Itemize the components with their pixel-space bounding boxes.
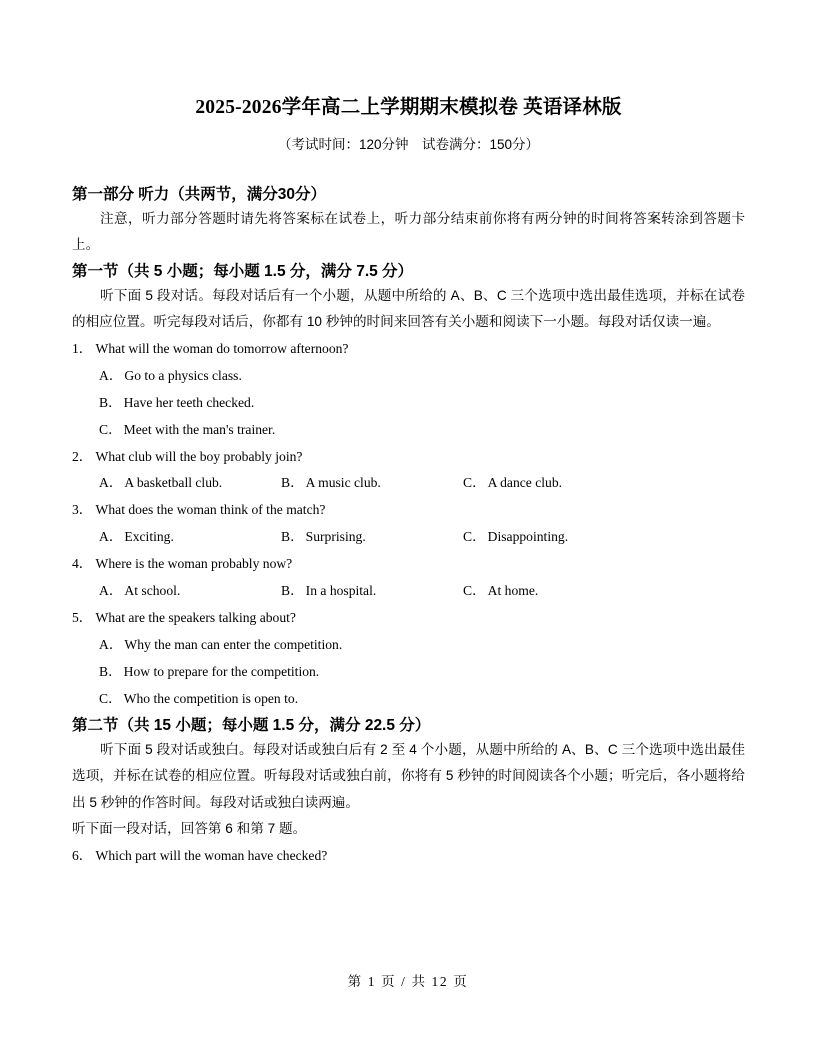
section-one-heading: 第一节（共 5 小题；每小题 1.5 分，满分 7.5 分） — [72, 262, 414, 280]
answer-option[interactable] — [281, 470, 463, 497]
section-two-heading: 第二节（共 15 小题；每小题 1.5 分，满分 22.5 分） — [72, 716, 431, 734]
section-two-instruction: 听下面 5 段对话或独白。每段对话或独白后有 2 至 4 个小题，从题中所给的 A、B、C 三个选项中选出最佳选项，并标在试卷的相应位置。听每段对话或独白前，你将有 5 秒钟的时间阅读各个小题；听完后，各小题将给出 5 秒钟的作答时间。每段对话或独白读两遍。 — [72, 741, 745, 810]
option-letter: C． — [99, 690, 122, 706]
page-content — [72, 0, 745, 870]
question-stem: 2． What club will the boy probably join? — [72, 448, 303, 464]
question-stem: 6． Which part will the woman have checked? — [72, 847, 328, 863]
option-text: Why the man can enter the competition. — [124, 636, 343, 652]
option-text: How to prepare for the competition. — [123, 663, 320, 679]
question-stem: 1． What will the woman do tomorrow afternoon? — [72, 340, 349, 356]
question-stem: 5． What are the speakers talking about? — [72, 609, 296, 625]
option-letter: B． — [281, 583, 304, 599]
option-row[interactable] — [72, 659, 745, 686]
option-row[interactable] — [72, 363, 745, 390]
answer-option[interactable] — [99, 470, 281, 497]
exam-meta-subtitle: （考试时间：120分钟 试卷满分：150分） — [277, 137, 540, 153]
answer-option[interactable] — [463, 470, 562, 497]
section-two-directive: 听下面一段对话，回答第 6 和第 7 题。 — [72, 821, 307, 837]
option-row — [72, 578, 745, 605]
option-row — [72, 524, 745, 551]
option-text: Surprising. — [305, 529, 366, 545]
option-letter: C． — [463, 583, 486, 599]
answer-option[interactable] — [99, 578, 281, 605]
option-letter: C． — [463, 475, 486, 491]
option-letter: C． — [463, 529, 486, 545]
option-letter: B． — [281, 529, 304, 545]
option-letter: A． — [99, 367, 123, 383]
answer-option[interactable] — [463, 524, 568, 551]
option-letter: B． — [99, 663, 122, 679]
option-text: Exciting. — [124, 529, 174, 545]
option-row[interactable] — [72, 417, 745, 444]
option-text: At school. — [124, 583, 181, 599]
answer-option[interactable] — [281, 578, 463, 605]
option-letter: B． — [281, 475, 304, 491]
option-row[interactable] — [72, 632, 745, 659]
question-stem: 3． What does the woman think of the match? — [72, 502, 326, 518]
option-text: A dance club. — [487, 475, 563, 491]
option-letter: B． — [99, 394, 122, 410]
answer-option[interactable] — [99, 524, 281, 551]
section-one-instruction: 听下面 5 段对话。每段对话后有一个小题，从题中所给的 A、B、C 三个选项中选出最佳选项，并标在试卷的相应位置。听完每段对话后，你都有 10 秒钟的时间来回答有关小题和阅读下一小题。每段对话仅读一遍。 — [72, 287, 745, 330]
option-letter: A． — [99, 475, 123, 491]
option-text: Meet with the man's trainer. — [123, 421, 276, 437]
option-text: Have her teeth checked. — [123, 394, 255, 410]
option-text: Go to a physics class. — [124, 367, 242, 383]
page-title: 2025-2026学年高二上学期期末模拟卷 英语译林版 — [195, 97, 622, 118]
option-row — [72, 470, 745, 497]
answer-option[interactable] — [463, 578, 538, 605]
question-stem: 4． Where is the woman probably now? — [72, 556, 293, 572]
option-text: At home. — [487, 583, 539, 599]
option-row[interactable] — [72, 390, 745, 417]
option-letter: A． — [99, 583, 123, 599]
option-text: A basketball club. — [124, 475, 223, 491]
option-letter: A． — [99, 529, 123, 545]
answer-option[interactable] — [281, 524, 463, 551]
option-row[interactable] — [72, 686, 745, 713]
section-two-question-list — [72, 843, 745, 870]
option-text: In a hospital. — [305, 583, 377, 599]
page-footer: 第 1 页 / 共 12 页 — [347, 974, 469, 989]
option-letter: C． — [99, 421, 122, 437]
option-text: Who the competition is open to. — [123, 690, 299, 706]
section-one-question-list — [72, 336, 745, 713]
option-letter: A． — [99, 636, 123, 652]
option-text: Disappointing. — [487, 529, 569, 545]
option-text: A music club. — [305, 475, 381, 491]
part-one-heading: 第一部分 听力（共两节，满分30分） — [72, 185, 327, 203]
part-one-notice: 注意，听力部分答题时请先将答案标在试卷上，听力部分结束前你将有两分钟的时间将答案转涂到答题卡上。 — [72, 210, 745, 253]
